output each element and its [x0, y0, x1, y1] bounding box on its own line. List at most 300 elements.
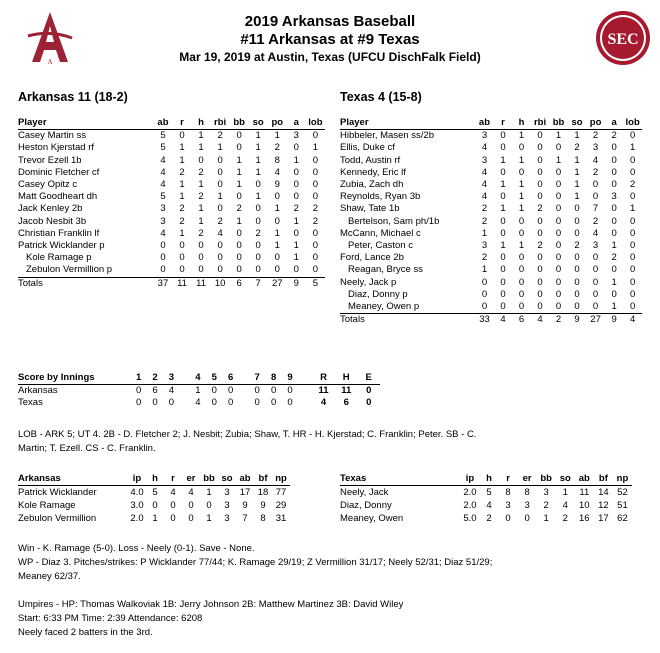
stat-cell: 1: [198, 179, 204, 191]
stat-cell: 0: [574, 264, 580, 276]
stat-cell: 0: [255, 215, 261, 227]
stat-cell: 4: [481, 142, 488, 154]
stat-cell: 0: [236, 130, 242, 142]
stat-cell: 1: [481, 227, 488, 239]
stat-cell: 4: [481, 191, 488, 203]
stat-cell: 1: [198, 130, 204, 142]
stat-cell: 3: [481, 130, 488, 142]
stat-cell: 0: [217, 203, 223, 215]
stat-cell: 0: [255, 203, 261, 215]
stat-cell: 0: [312, 252, 319, 264]
stat-cell: 1: [255, 191, 261, 203]
column-header: h: [192, 117, 211, 130]
stat-cell: 0: [574, 252, 580, 264]
svg-text:A: A: [47, 58, 53, 66]
section-heading: Score by Innings: [18, 372, 130, 385]
stat-cell: 1: [255, 166, 261, 178]
stat-cell: 0: [312, 191, 319, 203]
stat-cell: 0: [574, 215, 580, 227]
stat-cell: 3: [543, 487, 549, 498]
stat-cell: 0: [592, 252, 599, 264]
inning-run: 0: [228, 385, 234, 397]
stat-cell: 4: [562, 500, 568, 511]
column-header: r: [494, 117, 513, 130]
stat-cell: 3: [160, 215, 166, 227]
stat-cell: 0: [518, 166, 525, 178]
pitcher-name: Diaz, Donny: [340, 500, 392, 511]
stat-cell: 0: [179, 240, 185, 252]
decisions-line: Win - K. Ramage (5-0). Loss - Neely (0-1). Save - None.: [18, 543, 255, 554]
stat-cell: 0: [574, 288, 580, 300]
stat-cell: 2: [198, 166, 204, 178]
stat-cell: 4: [160, 227, 166, 239]
stat-cell: 0: [179, 264, 185, 276]
stat-cell: 1: [206, 487, 212, 498]
inning-run: 4: [195, 397, 201, 409]
stat-cell: 1: [562, 487, 568, 498]
stat-cell: 5: [306, 277, 325, 290]
stat-cell: 3: [481, 240, 488, 252]
stat-cell: 0: [555, 166, 562, 178]
stat-cell: 77: [275, 487, 287, 498]
line-score-table: [18, 372, 380, 410]
stat-cell: 1: [574, 130, 580, 142]
stat-cell: 5: [160, 142, 166, 154]
inning-run: 0: [287, 385, 293, 397]
stat-cell: 0: [630, 215, 636, 227]
stat-cell: 2: [217, 130, 223, 142]
stat-cell: 0: [170, 513, 176, 524]
stat-cell: 0: [236, 264, 242, 276]
stat-cell: 0: [160, 252, 166, 264]
stat-cell: 0: [179, 130, 185, 142]
stat-cell: 0: [537, 227, 543, 239]
column-header: lob: [306, 117, 325, 130]
column-header: ab: [575, 472, 594, 486]
table-row: [340, 252, 642, 264]
stat-cell: 0: [312, 130, 319, 142]
column-header: h: [512, 117, 531, 130]
stat-cell: 2: [611, 252, 617, 264]
inning-label: 8: [265, 372, 281, 385]
stat-cell: 0: [611, 179, 617, 191]
table-row: [18, 142, 325, 154]
table-row: [340, 155, 642, 167]
stat-cell: 0: [236, 142, 242, 154]
table-row: [18, 155, 325, 167]
stat-cell: 0: [518, 264, 525, 276]
stat-cell: 1: [179, 191, 185, 203]
stat-cell: 4: [481, 179, 488, 191]
stat-cell: 0: [312, 264, 319, 276]
table-row: [340, 191, 642, 203]
stat-cell: 1: [293, 154, 299, 166]
away-pitching-table: [18, 472, 290, 525]
stat-cell: 0: [611, 203, 617, 215]
header-row: [18, 472, 290, 486]
stat-cell: 0: [217, 179, 223, 191]
column-header: r: [164, 472, 182, 486]
inning-run: 6: [152, 385, 158, 397]
player-name: Peter, Caston c: [348, 240, 413, 252]
stat-cell: 27: [586, 314, 605, 327]
totals-row: [340, 314, 642, 327]
stat-cell: 0: [312, 166, 319, 178]
stat-cell: 10: [579, 500, 590, 511]
inning-run: 0: [254, 397, 260, 409]
rhe-label: E: [357, 372, 380, 385]
inning-run: 1: [195, 385, 201, 397]
player-name: Shaw, Tate 1b: [340, 203, 400, 215]
stat-cell: 0: [293, 191, 299, 203]
stat-cell: 1: [255, 142, 261, 154]
totals-label: Totals: [18, 277, 153, 290]
totals-label: Totals: [340, 314, 475, 327]
stat-cell: 1: [518, 130, 525, 142]
stat-cell: 1: [611, 240, 617, 252]
table-row: [340, 264, 642, 276]
stat-cell: 0: [611, 227, 617, 239]
table-row: [18, 228, 325, 240]
table-row: [18, 167, 325, 179]
stat-cell: 0: [500, 130, 506, 142]
stat-cell: 1: [274, 130, 280, 142]
stat-cell: 2: [236, 203, 242, 215]
stat-cell: 3: [293, 130, 299, 142]
stat-cell: 1: [574, 179, 580, 191]
column-header: bf: [594, 472, 613, 486]
inning-label: 5: [206, 372, 222, 385]
inning-run: 0: [136, 397, 142, 409]
stat-cell: 62: [617, 513, 628, 524]
column-header: r: [499, 472, 518, 486]
stat-cell: 0: [500, 142, 506, 154]
player-name: Meaney, Owen p: [348, 301, 420, 313]
inning-label: 3: [163, 372, 179, 385]
stat-cell: 0: [592, 301, 599, 313]
stat-cell: 1: [236, 166, 242, 178]
player-name: Kennedy, Eric lf: [340, 166, 406, 178]
player-name: Matt Goodheart dh: [18, 191, 98, 203]
stat-cell: 0: [592, 288, 599, 300]
wp-line-1: WP - Diaz 3. Pitches/strikes: P Wicklander 77/44; K. Ramage 29/19; Z Vermillion 31/17; Neely 52/31; Diaz 51/29;: [18, 557, 493, 568]
stat-cell: 1: [500, 154, 506, 166]
stat-cell: 1: [293, 215, 299, 227]
inning-run: 0: [211, 397, 217, 409]
stat-cell: 51: [617, 500, 628, 511]
stat-cell: 0: [198, 252, 204, 264]
stat-cell: 0: [555, 142, 562, 154]
stat-cell: 0: [574, 227, 580, 239]
column-header: ab: [475, 117, 494, 130]
stat-cell: 0: [217, 240, 223, 252]
player-name: Zubia, Zach dh: [340, 179, 404, 191]
table-row: [18, 512, 290, 525]
header-row: [18, 117, 325, 130]
stat-cell: 0: [524, 513, 530, 524]
stat-cell: 0: [537, 142, 543, 154]
stat-cell: 4: [160, 154, 166, 166]
player-name: Casey Martin ss: [18, 130, 87, 142]
stat-cell: 2: [179, 166, 185, 178]
stat-cell: 0: [500, 264, 506, 276]
stat-cell: 0: [500, 301, 506, 313]
table-row: [18, 385, 380, 398]
stat-cell: 2: [537, 240, 543, 252]
stat-cell: 2: [255, 227, 261, 239]
stat-cell: 9: [242, 500, 248, 511]
column-header: h: [146, 472, 164, 486]
stat-cell: 6: [230, 277, 249, 290]
stat-cell: 4: [623, 314, 642, 327]
stat-cell: 0: [481, 301, 488, 313]
totals-row: [18, 277, 325, 290]
stat-cell: 2: [481, 252, 488, 264]
table-row: [18, 130, 325, 143]
inning-label: 6: [223, 372, 239, 385]
stat-cell: 2: [543, 500, 549, 511]
column-header: er: [182, 472, 200, 486]
column-header: po: [268, 117, 287, 130]
column-header: bf: [254, 472, 272, 486]
column-header: a: [287, 117, 306, 130]
table-row: [340, 142, 642, 154]
player-name: Ellis, Duke cf: [340, 142, 395, 154]
player-name: Christian Franklin lf: [18, 227, 100, 239]
inning-run: 0: [168, 397, 175, 409]
stat-cell: 0: [630, 130, 636, 142]
stat-cell: 0: [611, 215, 617, 227]
stat-cell: 2: [293, 203, 299, 215]
stat-cell: 3: [505, 500, 511, 511]
stat-cell: 4: [274, 166, 280, 178]
stat-cell: 6: [512, 314, 531, 327]
player-name: Jacob Nesbit 3b: [18, 215, 87, 227]
stat-cell: 1: [179, 227, 185, 239]
table-row: [340, 130, 642, 143]
stat-cell: 0: [274, 252, 280, 264]
stat-cell: 0: [312, 227, 319, 239]
pitcher-name: Meaney, Owen: [340, 513, 404, 524]
svg-text:SEC: SEC: [607, 31, 639, 48]
stat-cell: 1: [574, 166, 580, 178]
player-name: Kole Ramage p: [26, 252, 92, 264]
wp-line-2: Meaney 62/37.: [18, 571, 81, 582]
notes-line-2: Martin; T. Ezell. CS - C. Franklin.: [18, 443, 156, 454]
stat-cell: 0: [574, 203, 580, 215]
stat-cell: 1: [574, 191, 580, 203]
stat-cell: 0: [160, 240, 166, 252]
stat-cell: 0: [152, 500, 158, 511]
table-row: [340, 499, 632, 512]
stat-cell: 0: [505, 513, 511, 524]
column-header: np: [613, 472, 632, 486]
stat-cell: 0: [611, 166, 617, 178]
stat-cell: 7: [242, 513, 248, 524]
column-header: Player: [340, 117, 475, 130]
stat-cell: 0: [188, 513, 194, 524]
player-name: Trevor Ezell 1b: [18, 154, 82, 166]
stat-cell: 0: [630, 166, 636, 178]
stat-cell: 52: [617, 487, 628, 498]
table-row: [18, 240, 325, 252]
player-name: Diaz, Donny p: [348, 288, 408, 300]
player-name: McCann, Michael c: [340, 227, 421, 239]
player-name: Todd, Austin rf: [340, 154, 401, 166]
table-row: [18, 252, 325, 264]
stat-cell: 16: [579, 513, 590, 524]
stat-cell: 3: [224, 487, 230, 498]
stat-cell: 0: [537, 130, 543, 142]
stat-cell: 37: [153, 277, 172, 290]
umpires-line: Umpires - HP: Thomas Walkoviak 1B: Jerry Johnson 2B: Matthew Martinez 3B: David Wiley: [18, 599, 404, 610]
header-row: [340, 117, 642, 130]
stat-cell: 0: [537, 154, 543, 166]
stat-cell: 5: [486, 487, 492, 498]
table-row: [18, 216, 325, 228]
stat-cell: 0: [217, 154, 223, 166]
stat-cell: 10: [211, 277, 230, 290]
stat-cell: 4: [188, 487, 194, 498]
table-row: [340, 277, 642, 289]
stat-cell: 0: [630, 154, 636, 166]
stat-cell: 1: [179, 179, 185, 191]
stat-cell: 0: [198, 240, 204, 252]
column-header: po: [586, 117, 605, 130]
stat-cell: 0: [555, 215, 562, 227]
stat-cell: 0: [255, 264, 261, 276]
player-name: Reagan, Bryce ss: [348, 264, 423, 276]
stat-cell: 1: [198, 203, 204, 215]
player-name: Dominic Fletcher cf: [18, 166, 100, 178]
column-header: r: [172, 117, 191, 130]
report-title: 2019 Arkansas Baseball: [244, 13, 416, 30]
stat-cell: 0: [630, 264, 636, 276]
header-row: [340, 472, 632, 486]
table-row: [18, 264, 325, 277]
stat-cell: 4: [217, 227, 223, 239]
stat-cell: 0: [611, 288, 617, 300]
stat-cell: 0: [537, 264, 543, 276]
inning-run: 0: [136, 385, 142, 397]
stat-cell: 0: [537, 179, 543, 191]
stat-cell: 2: [217, 215, 223, 227]
stat-cell: 4: [481, 166, 488, 178]
stat-cell: 4: [531, 314, 550, 327]
stat-cell: 9: [287, 277, 306, 290]
table-row: [18, 179, 325, 191]
stat-cell: 1: [518, 154, 525, 166]
stat-cell: 0: [236, 227, 242, 239]
stat-cell: 0: [500, 252, 506, 264]
stat-cell: 0: [555, 203, 562, 215]
stat-cell: 1: [217, 191, 223, 203]
table-row: [340, 216, 642, 228]
stat-cell: 1: [152, 513, 158, 524]
column-header: bb: [200, 472, 218, 486]
faced-line: Neely faced 2 batters in the 3rd.: [18, 627, 153, 638]
column-header: h: [479, 472, 498, 486]
stat-cell: 1: [481, 264, 488, 276]
stat-cell: 2.0: [130, 513, 144, 524]
inning-run: 4: [168, 385, 175, 397]
stat-cell: 1: [255, 130, 261, 142]
stat-cell: 0: [481, 276, 488, 288]
stat-cell: 0: [555, 264, 562, 276]
stat-cell: 0: [170, 500, 176, 511]
stat-cell: 0: [611, 154, 617, 166]
stat-cell: 0: [611, 142, 617, 154]
stat-cell: 2: [274, 142, 280, 154]
stat-cell: 1: [312, 142, 319, 154]
stat-cell: 0: [555, 252, 562, 264]
stat-cell: 0: [537, 166, 543, 178]
rhe-label: H: [335, 372, 357, 385]
stat-cell: 11: [579, 487, 590, 498]
stat-cell: 3: [524, 500, 530, 511]
pitcher-name: Kole Ramage: [18, 500, 76, 511]
table-row: [18, 397, 380, 409]
stat-cell: 4: [486, 500, 492, 511]
stat-cell: 1: [518, 191, 525, 203]
stat-cell: 1: [518, 240, 525, 252]
header-row: [18, 372, 380, 385]
stat-cell: 1: [611, 301, 617, 313]
stat-cell: 4: [170, 487, 176, 498]
stat-cell: 1: [198, 215, 204, 227]
stat-cell: 1: [500, 203, 506, 215]
stat-cell: 9: [568, 314, 587, 327]
column-header: so: [556, 472, 575, 486]
stat-cell: 0: [293, 264, 299, 276]
stat-cell: 4: [160, 179, 166, 191]
stat-cell: 0: [293, 179, 299, 191]
stat-cell: 1: [274, 227, 280, 239]
stat-cell: 0: [555, 191, 562, 203]
stat-cell: 0: [255, 252, 261, 264]
player-name: Jack Kenley 2b: [18, 203, 83, 215]
stat-cell: 0: [592, 264, 599, 276]
stat-cell: 0: [537, 252, 543, 264]
stat-cell: 27: [268, 277, 287, 290]
stat-cell: 4: [592, 227, 599, 239]
stat-cell: 2: [574, 240, 580, 252]
stat-cell: 0: [217, 166, 223, 178]
stat-cell: 1: [500, 240, 506, 252]
stat-cell: 0: [537, 301, 543, 313]
table-row: [18, 203, 325, 215]
stat-cell: 3: [592, 142, 599, 154]
column-header: so: [568, 117, 587, 130]
stat-cell: 0: [500, 227, 506, 239]
stat-cell: 1: [274, 203, 280, 215]
stat-cell: 2: [549, 314, 568, 327]
player-name: Heston Kjerstad rf: [18, 142, 95, 154]
player-name: Bertelson, Sam ph/1b: [348, 215, 440, 227]
table-row: [340, 228, 642, 240]
column-header: er: [518, 472, 537, 486]
stat-cell: 3: [611, 191, 617, 203]
stat-cell: 0: [236, 240, 242, 252]
stat-cell: 5.0: [463, 513, 477, 524]
inning-run: 0: [287, 397, 293, 409]
player-name: Hibbeler, Masen ss/2b: [340, 130, 434, 142]
player-name: Patrick Wicklander p: [18, 240, 105, 252]
column-header: ip: [128, 472, 146, 486]
stat-cell: 29: [275, 500, 287, 511]
pitcher-name: Patrick Wicklander: [18, 487, 97, 498]
stat-cell: 0: [630, 301, 636, 313]
